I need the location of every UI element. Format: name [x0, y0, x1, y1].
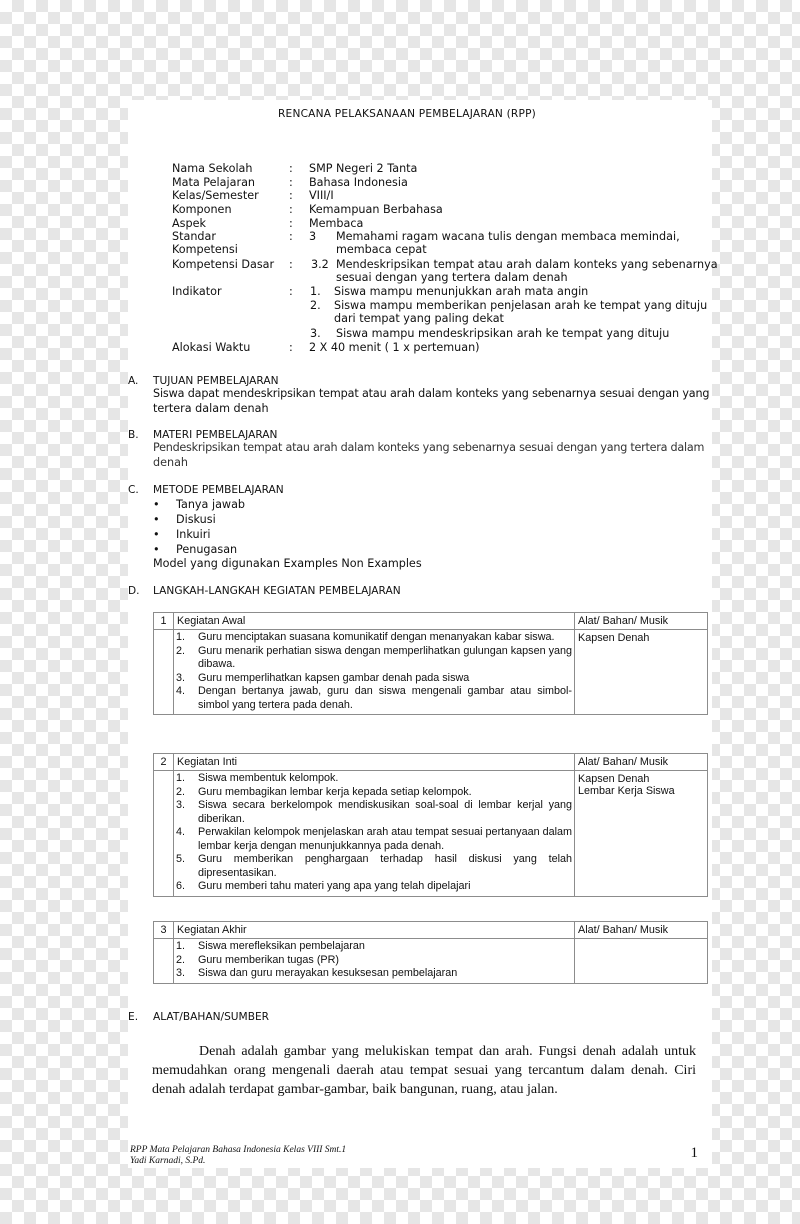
info-label: Komponen: [172, 203, 232, 216]
steps-cell: [174, 771, 575, 897]
info-value: SMP Negeri 2 Tanta: [309, 162, 418, 175]
method-label: Diskusi: [176, 513, 216, 526]
footer-text: [130, 1145, 346, 1167]
step-number: 2.: [176, 644, 186, 657]
document-title: RENCANA PELAKSANAAN PEMBELAJARAN (RPP): [278, 108, 536, 120]
info-num: 3.: [310, 327, 321, 340]
table-header-row: [154, 613, 708, 630]
text-line: Pendeskripsikan tempat atau arah dalam konteks yang sebenarnya sesuai dengan yang tertera dalam: [153, 441, 705, 454]
colon: :: [289, 162, 293, 175]
step-item: [174, 786, 574, 800]
step-text: Siswa secara berkelompok mendiskusikan soal-soal di lembar kerjal yang diberikan.: [198, 799, 572, 825]
step-number: 5.: [176, 853, 186, 865]
step-text: Dengan bertanya jawab, guru dan siswa mengenali gambar atau simbol-simbol yang tertera pada denah.: [198, 685, 572, 711]
info-label: Kelas/Semester: [172, 189, 259, 202]
colon: :: [289, 176, 293, 189]
info-value: sesuai dengan yang tertera dalam denah: [336, 271, 568, 284]
tool-item: Kapsen Denah: [578, 632, 650, 644]
info-label: Kompetensi: [172, 243, 238, 256]
step-item: [174, 672, 574, 686]
info-value: Siswa mampu mendeskripsikan arah ke tempat yang dituju: [336, 327, 670, 340]
info-value: Kemampuan Berbahasa: [309, 203, 443, 216]
info-num: 3: [309, 230, 317, 243]
step-text: Guru memperlihatkan kapsen gambar denah pada siswa: [198, 671, 470, 684]
step-number: 3.: [176, 799, 186, 811]
info-num: 3.2: [311, 258, 329, 271]
method-model: Model yang digunakan Examples Non Examples: [153, 557, 422, 570]
info-value: Membaca: [309, 217, 364, 230]
colon: :: [289, 189, 293, 202]
section-letter: A.: [128, 375, 139, 387]
step-text: Guru memberikan penghargaan terhadap hasil diskusi yang telah dipresentasikan.: [198, 853, 572, 879]
section-title: MATERI PEMBELAJARAN: [153, 429, 278, 441]
denah-paragraph: Denah adalah gambar yang melukiskan tempat dan arah. Fungsi denah adalah untuk memudahkan orang mengenali daerah atau tempat sesuai yang tercantum dalam denah. Ciri denah adalah terdapat gambar-gambar, baik bangunan, ruang, atau jalan.: [152, 1044, 696, 1097]
colon: :: [289, 217, 293, 230]
info-label: Kompetensi Dasar: [172, 258, 275, 271]
table-number: 3: [154, 922, 174, 939]
table-body-row: [154, 630, 708, 715]
tools-header: Alat/ Bahan/ Musik: [575, 922, 708, 939]
bullet-icon: •: [153, 513, 160, 526]
spacer-cell: [154, 630, 174, 715]
step-text: Perwakilan kelompok menjelaskan arah atau tempat sesuai pertanyaan dalam lembar kerja dengan menunjukkannya pada denah.: [198, 826, 572, 852]
step-item: [174, 799, 574, 826]
section-letter: C.: [128, 484, 139, 496]
section-title: METODE PEMBELAJARAN: [153, 484, 284, 496]
step-text: Guru menarik perhatian siswa dengan memperlihatkan gulungan kapsen yang dibawa.: [198, 644, 572, 670]
table-number: 1: [154, 613, 174, 630]
tool-item: Kapsen Denah: [578, 773, 650, 785]
method-label: Inkuiri: [176, 528, 211, 541]
step-number: 6.: [176, 880, 186, 892]
info-num: 1.: [310, 285, 321, 298]
document-page: [128, 100, 718, 1168]
section-letter: D.: [128, 585, 140, 597]
method-label: Penugasan: [176, 543, 238, 556]
table-body-row: [154, 771, 708, 897]
colon: :: [289, 341, 293, 354]
info-label: Aspek: [172, 217, 206, 230]
step-text: Siswa merefleksikan pembelajaran: [198, 940, 365, 952]
step-text: Siswa membentuk kelompok.: [198, 772, 339, 784]
step-item: [174, 853, 574, 880]
table-body-row: [154, 939, 708, 984]
info-value: membaca cepat: [336, 243, 427, 256]
section-title: TUJUAN PEMBELAJARAN: [153, 375, 279, 387]
step-text: Guru memberikan tugas (PR): [198, 953, 340, 966]
info-num: 2.: [310, 299, 321, 312]
step-text: Guru menciptakan suasana komunikatif dengan menanyakan kabar siswa.: [198, 631, 555, 643]
section-a-text: [153, 387, 709, 416]
activity-table-closing: [153, 921, 708, 984]
step-number: 2.: [176, 785, 186, 798]
step-item: [174, 685, 574, 712]
step-number: 4.: [176, 685, 186, 697]
step-number: 1.: [176, 631, 186, 643]
info-label: Indikator: [172, 285, 222, 298]
table-number: 2: [154, 754, 174, 771]
method-label: Tanya jawab: [176, 498, 246, 511]
section-b-text: [153, 441, 704, 470]
table-title: Kegiatan Inti: [174, 754, 575, 771]
step-number: 1.: [176, 940, 186, 952]
step-number: 4.: [176, 826, 186, 838]
text-line: Siswa dapat mendeskripsikan tempat atau arah dalam konteks yang sebenarnya sesuai dengan yang: [153, 387, 710, 400]
step-number: 2.: [176, 953, 186, 966]
activity-table-opening: [153, 612, 708, 715]
steps-cell: [174, 630, 575, 715]
section-letter: E.: [128, 1011, 139, 1023]
text-line: denah: [153, 455, 189, 469]
section-letter: B.: [128, 429, 139, 441]
table-header-row: [154, 754, 708, 771]
info-value: Memahami ragam wacana tulis dengan membaca memindai,: [336, 230, 680, 243]
colon: :: [289, 258, 293, 271]
info-value: VIII/I: [309, 189, 334, 202]
info-value: Bahasa Indonesia: [309, 176, 408, 189]
steps-cell: [174, 939, 575, 984]
colon: :: [289, 285, 293, 298]
info-value: 2 X 40 menit ( 1 x pertemuan): [309, 341, 480, 354]
tool-item: Lembar Kerja Siswa: [578, 785, 675, 797]
info-value: Mendeskripsikan tempat atau arah dalam konteks yang sebenarnya: [336, 258, 718, 271]
info-value: Siswa mampu menunjukkan arah mata angin: [334, 285, 589, 298]
table-title: Kegiatan Awal: [174, 613, 575, 630]
step-text: Siswa dan guru merayakan kesuksesan pembelajaran: [198, 967, 458, 979]
text-line: tertera dalam denah: [153, 401, 269, 415]
step-number: 3.: [176, 671, 186, 684]
section-title: ALAT/BAHAN/SUMBER: [153, 1011, 270, 1023]
tools-cell: [575, 939, 708, 984]
step-item: [174, 645, 574, 672]
colon: :: [289, 203, 293, 216]
info-label: Alokasi Waktu: [172, 341, 251, 354]
step-item: [174, 826, 574, 853]
step-item: [174, 880, 574, 894]
step-number: 3.: [176, 967, 186, 979]
footer-line: Yadi Karnadi, S.Pd.: [130, 1156, 206, 1166]
section-title: LANGKAH-LANGKAH KEGIATAN PEMBELAJARAN: [153, 585, 401, 597]
footer-line: RPP Mata Pelajaran Bahasa Indonesia Kelas VIII Smt.1: [130, 1145, 347, 1155]
step-item: [174, 631, 574, 645]
tools-cell: [575, 630, 708, 715]
step-text: Guru memberi tahu materi yang apa yang telah dipelajari: [198, 880, 471, 892]
bullet-icon: •: [153, 498, 160, 511]
step-number: 1.: [176, 772, 186, 784]
step-item: [174, 954, 574, 968]
step-item: [174, 940, 574, 954]
table-header-row: [154, 922, 708, 939]
spacer-cell: [154, 939, 174, 984]
step-item: [174, 772, 574, 786]
colon: :: [289, 230, 293, 243]
step-text: Guru membagikan lembar kerja kepada setiap kelompok.: [198, 785, 472, 798]
page-number: 1: [690, 1145, 698, 1161]
info-label: Mata Pelajaran: [172, 176, 256, 189]
tools-cell: [575, 771, 708, 897]
info-label: Standar: [172, 230, 216, 243]
bullet-icon: •: [153, 543, 160, 556]
info-value: Siswa mampu memberikan penjelasan arah ke tempat yang dituju: [334, 299, 708, 312]
table-title: Kegiatan Akhir: [174, 922, 575, 939]
step-item: [174, 967, 574, 981]
info-value: dari tempat yang paling dekat: [334, 312, 504, 325]
activity-table-core: [153, 753, 708, 897]
info-label: Nama Sekolah: [172, 162, 253, 175]
spacer-cell: [154, 771, 174, 897]
tools-header: Alat/ Bahan/ Musik: [575, 613, 708, 630]
bullet-icon: •: [153, 528, 160, 541]
tools-header: Alat/ Bahan/ Musik: [575, 754, 708, 771]
